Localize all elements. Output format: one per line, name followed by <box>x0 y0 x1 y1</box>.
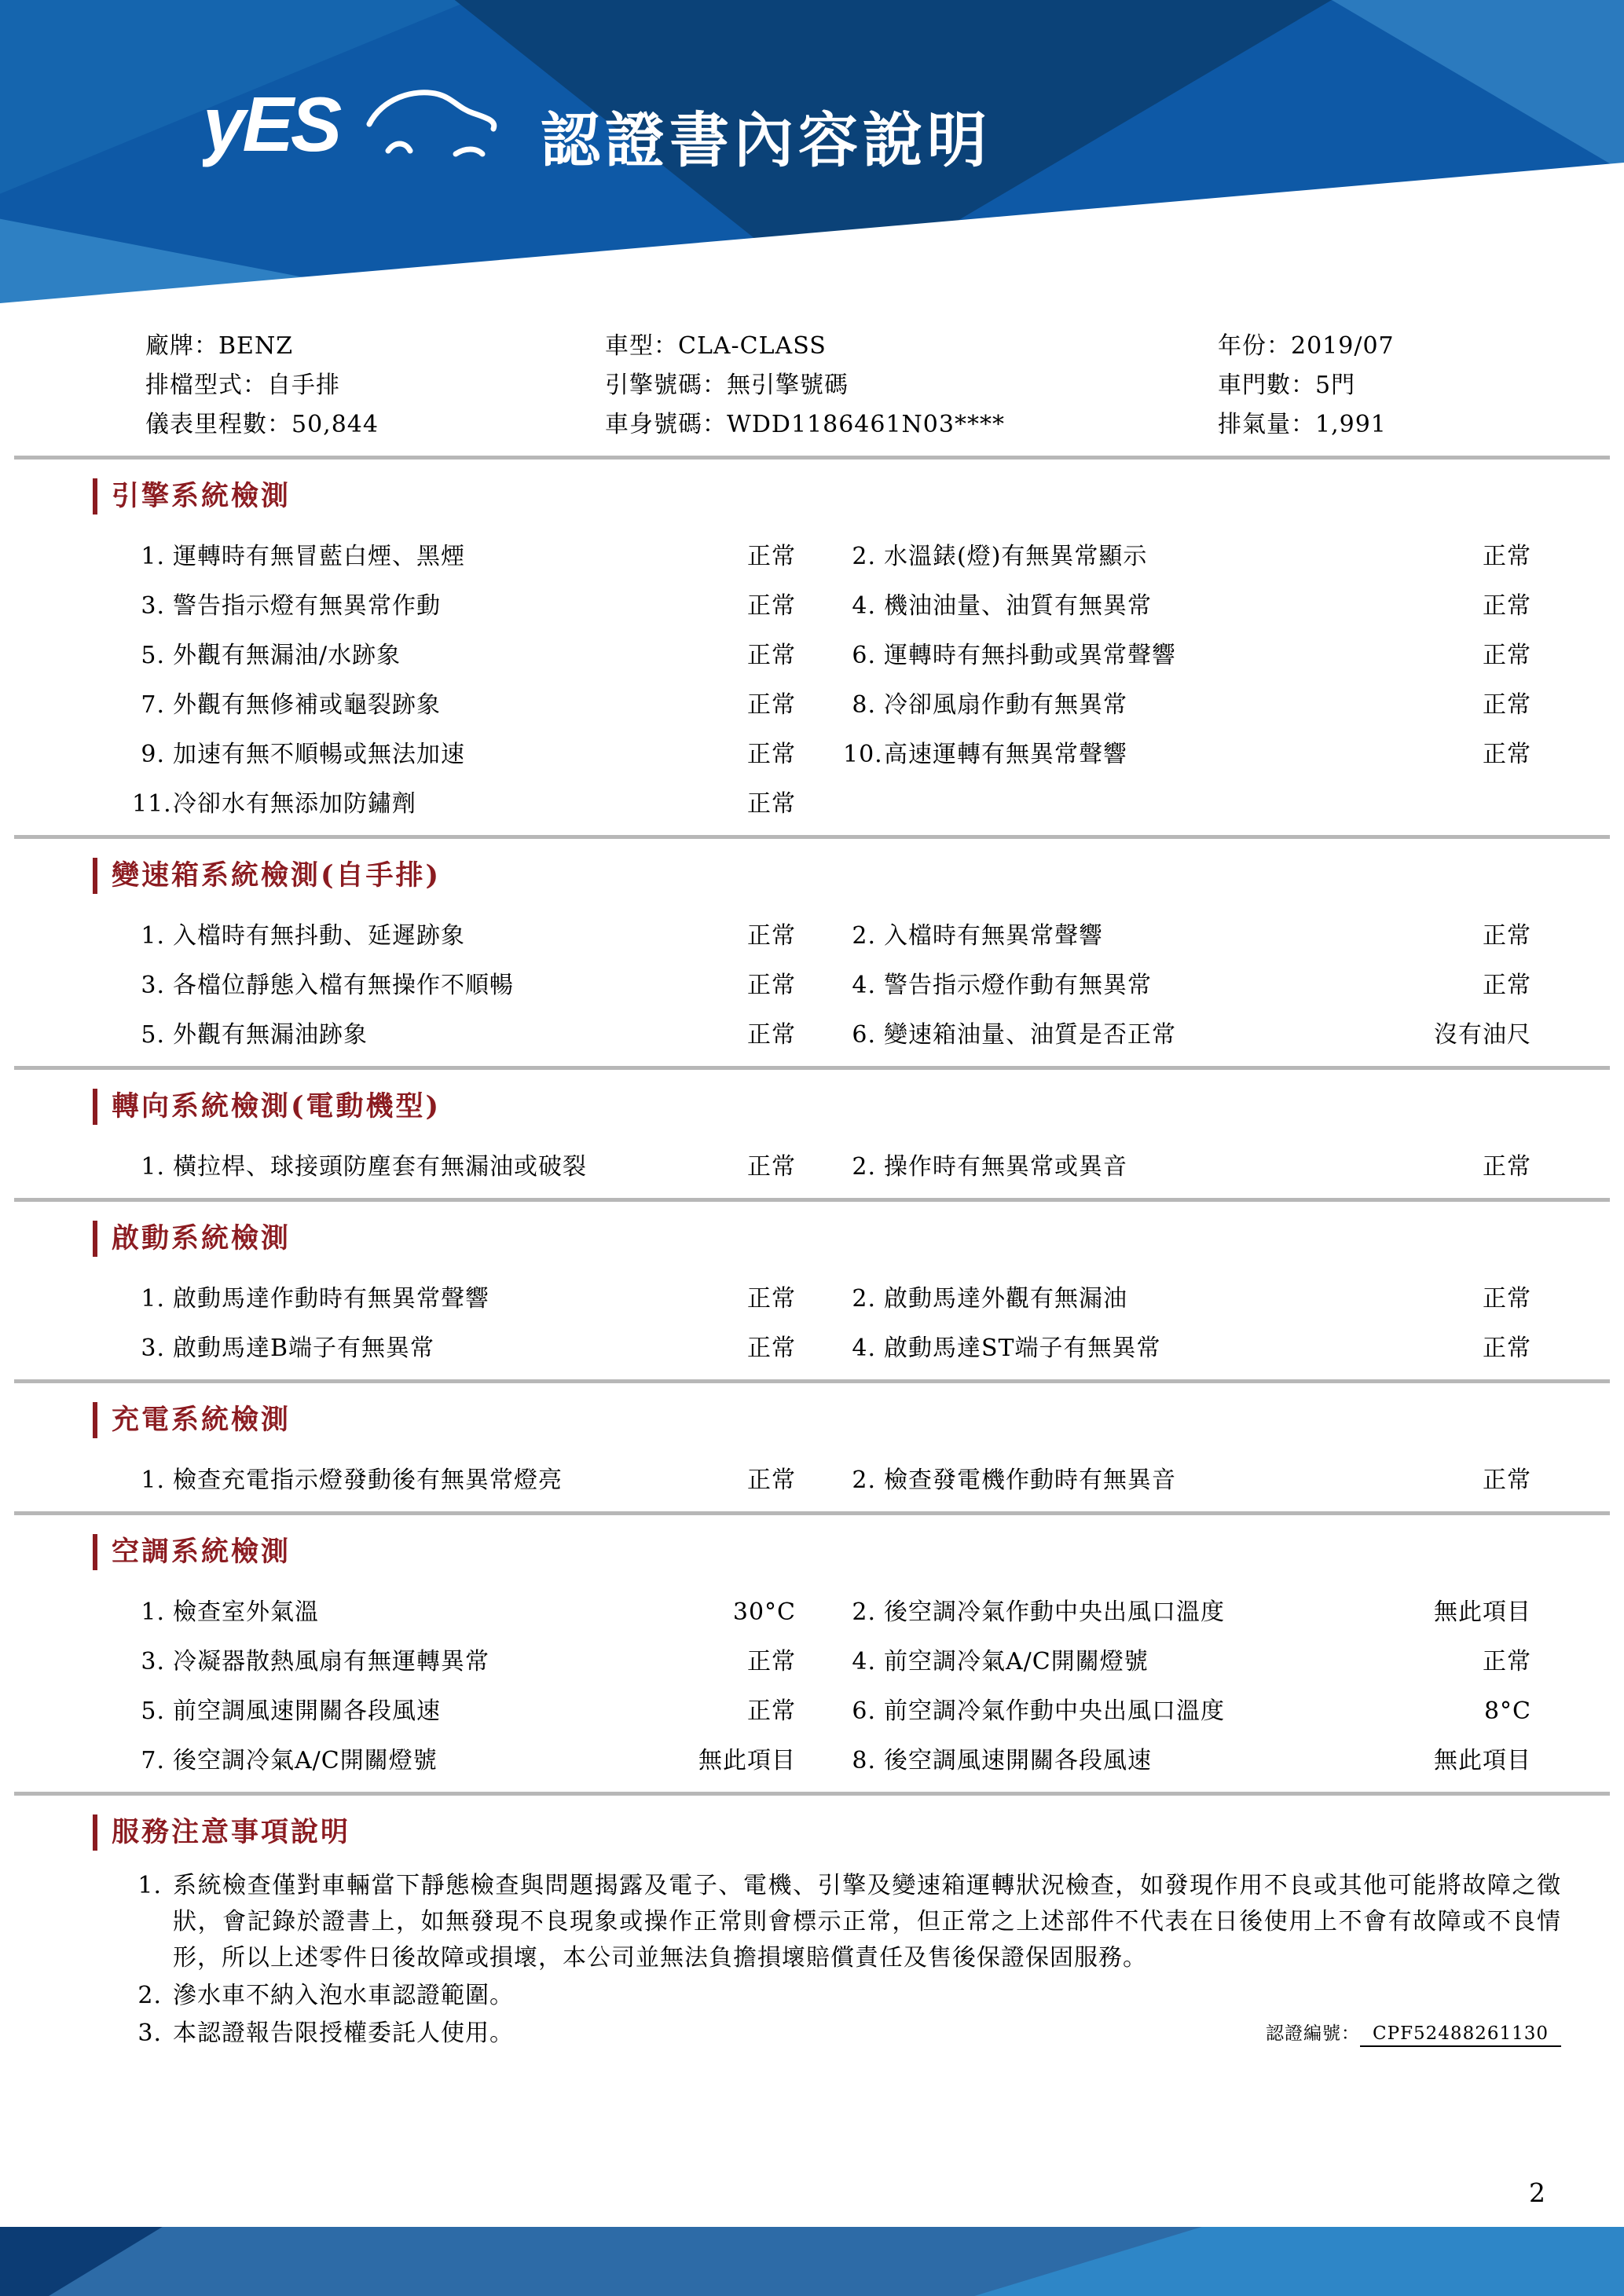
item-label: 啟動馬達作動時有無異常聲響 <box>173 1285 489 1313</box>
item-status: 正常 <box>1483 691 1531 719</box>
inspection-item <box>843 961 1531 1010</box>
inspection-item <box>132 631 796 680</box>
section-engine <box>0 478 1624 839</box>
item-label: 後空調冷氣A/C開關燈號 <box>173 1747 438 1774</box>
item-label: 前空調風速開關各段風速 <box>173 1697 441 1725</box>
inspection-item <box>843 911 1531 961</box>
item-number: 1. <box>141 1153 165 1181</box>
item-label: 啟動馬達ST端子有無異常 <box>884 1335 1161 1362</box>
section-title: 充電系統檢測 <box>112 1404 291 1436</box>
item-number: 2. <box>852 543 876 570</box>
section-title-bar <box>93 1221 97 1257</box>
inspection-item <box>843 1686 1531 1736</box>
inspection-item <box>132 581 796 631</box>
vehicle-info <box>0 313 1624 452</box>
item-label: 操作時有無異常或異音 <box>884 1153 1127 1181</box>
inspection-item <box>843 532 1531 581</box>
item-status: 正常 <box>747 1648 796 1675</box>
inspection-item <box>132 1686 796 1736</box>
item-status: 正常 <box>747 691 796 719</box>
item-label: 後空調冷氣作動中央出風口溫度 <box>884 1598 1225 1626</box>
divider <box>14 1066 1610 1070</box>
item-status: 30°C <box>732 1598 796 1626</box>
item-label: 入檔時有無抖動、延遲跡象 <box>173 922 465 950</box>
item-number: 2. <box>852 1598 876 1626</box>
item-label: 加速有無不順暢或無法加速 <box>173 741 465 768</box>
section-transmission <box>0 858 1624 1070</box>
certificate-number-value: CPF52488261130 <box>1360 2023 1561 2047</box>
section-title-bar <box>93 858 97 894</box>
item-status: 正常 <box>747 543 796 570</box>
info-field-mileage: 儀表里程數：50,844 <box>145 411 379 438</box>
item-label: 警告指示燈有無異常作動 <box>173 592 441 620</box>
item-label: 前空調冷氣作動中央出風口溫度 <box>884 1697 1225 1725</box>
note-number: 1. <box>137 1872 162 1899</box>
inspection-item <box>843 1142 1531 1192</box>
item-label: 機油油量、油質有無異常 <box>884 592 1152 620</box>
section-title-bar <box>93 1402 97 1438</box>
note-number: 2. <box>137 1982 162 2009</box>
inspection-item <box>132 1736 796 1785</box>
item-number: 5. <box>141 642 165 669</box>
item-number: 8. <box>852 1747 876 1774</box>
item-number: 3. <box>141 592 165 620</box>
item-status: 正常 <box>747 972 796 999</box>
note-item <box>132 1868 1561 1976</box>
inspection-item <box>843 680 1531 730</box>
section-ac <box>0 1534 1624 1796</box>
item-status: 正常 <box>747 592 796 620</box>
certificate-number <box>1266 2016 1561 2052</box>
inspection-item <box>132 1142 796 1192</box>
note-item <box>132 1978 1561 2014</box>
note-text: 系統檢查僅對車輛當下靜態檢查與問題揭露及電子、電機、引擎及變速箱運轉狀況檢查，如發現作用不良或其他可能將故障之徵狀，會記錄於證書上，如無發現不良現象或操作正常則會標示正常，但正常之上述部件不代表在日後使用上不會有故障或不良情形，所以上述零件日後故障或損壞，本公司並無法負擔損壞賠償責任及售後保證保固服務。 <box>173 1872 1561 1972</box>
item-label: 水溫錶(燈)有無異常顯示 <box>884 543 1148 570</box>
item-label: 外觀有無漏油跡象 <box>173 1021 368 1049</box>
note-item <box>132 2016 1561 2052</box>
inspection-item <box>843 631 1531 680</box>
item-label: 高速運轉有無異常聲響 <box>884 741 1127 768</box>
section-title: 轉向系統檢測(電動機型) <box>112 1090 442 1122</box>
inspection-item <box>843 581 1531 631</box>
item-status: 正常 <box>747 1021 796 1049</box>
inspection-item <box>132 532 796 581</box>
item-label: 運轉時有無抖動或異常聲響 <box>884 642 1176 669</box>
item-status: 正常 <box>1483 1335 1531 1362</box>
item-label: 運轉時有無冒藍白煙、黑煙 <box>173 543 465 570</box>
inspection-item <box>132 1637 796 1686</box>
item-label: 啟動馬達外觀有無漏油 <box>884 1285 1127 1313</box>
item-label: 後空調風速開關各段風速 <box>884 1747 1152 1774</box>
section-charging <box>0 1402 1624 1515</box>
divider <box>14 1511 1610 1515</box>
item-number: 3. <box>141 1648 165 1675</box>
inspection-item <box>843 1324 1531 1373</box>
item-label: 警告指示燈作動有無異常 <box>884 972 1152 999</box>
item-number: 2. <box>852 1285 876 1313</box>
item-number: 8. <box>852 691 876 719</box>
inspection-item <box>132 1456 796 1505</box>
item-status: 無此項目 <box>1434 1747 1531 1774</box>
item-label: 檢查發電機作動時有無異音 <box>884 1467 1176 1494</box>
inspection-item <box>843 1010 1531 1060</box>
section-title-bar <box>93 1814 97 1851</box>
item-status: 正常 <box>747 1153 796 1181</box>
item-label: 啟動馬達B端子有無異常 <box>173 1335 435 1362</box>
item-number: 1. <box>141 1467 165 1494</box>
item-number: 4. <box>852 1648 876 1675</box>
inspection-item <box>843 1274 1531 1324</box>
item-status: 正常 <box>1483 922 1531 950</box>
inspection-item <box>132 1587 796 1637</box>
item-number: 10. <box>843 741 883 768</box>
item-status: 正常 <box>747 922 796 950</box>
item-number: 2. <box>852 922 876 950</box>
item-status: 8°C <box>1483 1697 1531 1725</box>
item-status: 正常 <box>1483 1467 1531 1494</box>
info-field-model: 車型：CLA-CLASS <box>605 332 827 360</box>
item-status: 正常 <box>747 642 796 669</box>
section-title: 引擎系統檢測 <box>112 480 291 512</box>
yes-logo <box>203 75 517 173</box>
divider <box>14 835 1610 839</box>
section-steering <box>0 1089 1624 1202</box>
inspection-item <box>132 1010 796 1060</box>
item-label: 變速箱油量、油質是否正常 <box>884 1021 1176 1049</box>
item-status: 正常 <box>1483 1648 1531 1675</box>
item-status: 正常 <box>1483 592 1531 620</box>
inspection-item <box>843 1456 1531 1505</box>
item-label: 冷凝器散熱風扇有無運轉異常 <box>173 1648 489 1675</box>
item-status: 正常 <box>1483 1153 1531 1181</box>
section-title: 空調系統檢測 <box>112 1536 291 1568</box>
note-text: 本認證報告限授權委託人使用。 <box>173 2020 514 2047</box>
inspection-item <box>132 961 796 1010</box>
inspection-item <box>132 779 796 829</box>
info-field-gearbox: 排檔型式：自手排 <box>145 372 340 399</box>
section-service-notes <box>0 1814 1624 2052</box>
item-status: 正常 <box>747 1467 796 1494</box>
item-label: 檢查室外氣溫 <box>173 1598 319 1626</box>
section-title-bar <box>93 478 97 514</box>
note-number: 3. <box>137 2020 162 2047</box>
section-title: 啟動系統檢測 <box>112 1222 291 1254</box>
item-status: 正常 <box>747 1697 796 1725</box>
inspection-item <box>132 730 796 779</box>
item-status: 正常 <box>1483 1285 1531 1313</box>
item-number: 7. <box>141 1747 165 1774</box>
item-label: 各檔位靜態入檔有無操作不順暢 <box>173 972 514 999</box>
item-status: 沒有油尺 <box>1434 1021 1531 1049</box>
item-number: 1. <box>141 1285 165 1313</box>
item-number: 2. <box>852 1467 876 1494</box>
divider <box>14 456 1610 460</box>
item-number: 3. <box>141 1335 165 1362</box>
item-number: 4. <box>852 1335 876 1362</box>
inspection-item <box>843 730 1531 779</box>
note-text: 滲水車不納入泡水車認證範圍。 <box>173 1982 514 2009</box>
item-status: 正常 <box>747 1335 796 1362</box>
item-label: 冷卻水有無添加防鏽劑 <box>173 790 416 818</box>
item-label: 前空調冷氣A/C開關燈號 <box>884 1648 1149 1675</box>
item-status: 正常 <box>1483 543 1531 570</box>
item-status: 正常 <box>747 741 796 768</box>
item-number: 5. <box>141 1021 165 1049</box>
item-number: 1. <box>141 543 165 570</box>
item-label: 外觀有無修補或龜裂跡象 <box>173 691 441 719</box>
item-label: 冷卻風扇作動有無異常 <box>884 691 1127 719</box>
item-label: 入檔時有無異常聲響 <box>884 922 1103 950</box>
inspection-item <box>843 1637 1531 1686</box>
item-number: 11. <box>132 790 172 818</box>
inspection-item <box>132 1274 796 1324</box>
inspection-item <box>132 680 796 730</box>
item-status: 正常 <box>747 790 796 818</box>
section-title: 變速箱系統檢測(自手排) <box>112 859 442 892</box>
info-field-year: 年份：2019/07 <box>1218 332 1395 360</box>
info-field-doors: 車門數：5門 <box>1218 372 1356 399</box>
item-label: 外觀有無漏油/水跡象 <box>173 642 401 669</box>
section-title-bar <box>93 1089 97 1125</box>
info-field-displacement: 排氣量：1,991 <box>1218 411 1387 438</box>
item-number: 1. <box>141 1598 165 1626</box>
item-number: 9. <box>141 741 165 768</box>
item-number: 6. <box>852 1021 876 1049</box>
item-number: 7. <box>141 691 165 719</box>
item-status: 正常 <box>1483 972 1531 999</box>
divider <box>14 1379 1610 1383</box>
inspection-item <box>843 1736 1531 1785</box>
divider <box>14 1198 1610 1202</box>
footer-triangle-right <box>0 2227 1624 2296</box>
info-field-brand: 廠牌：BENZ <box>145 332 294 360</box>
item-number: 6. <box>852 642 876 669</box>
item-number: 4. <box>852 592 876 620</box>
footer-band <box>0 2227 1624 2296</box>
info-field-vin: 車身號碼：WDD1186461N03**** <box>605 411 1005 438</box>
page-number: 2 <box>1529 2177 1545 2208</box>
item-number: 2. <box>852 1153 876 1181</box>
yes-logo-text: yES <box>203 81 339 167</box>
inspection-item <box>132 911 796 961</box>
section-title: 服務注意事項說明 <box>112 1816 351 1848</box>
info-field-engine-no: 引擎號碼：無引擎號碼 <box>605 372 849 399</box>
section-title-bar <box>93 1534 97 1570</box>
item-status: 正常 <box>747 1285 796 1313</box>
item-number: 5. <box>141 1697 165 1725</box>
inspection-item <box>843 1587 1531 1637</box>
certificate-number-label: 認證編號： <box>1266 2023 1360 2044</box>
item-label: 檢查充電指示燈發動後有無異常燈亮 <box>173 1467 563 1494</box>
item-status: 無此項目 <box>1434 1598 1531 1626</box>
car-outline-icon <box>369 93 494 154</box>
item-number: 1. <box>141 922 165 950</box>
page-title: 認證書內容說明 <box>541 108 992 174</box>
item-number: 3. <box>141 972 165 999</box>
inspection-item <box>132 1324 796 1373</box>
item-number: 6. <box>852 1697 876 1725</box>
item-number: 4. <box>852 972 876 999</box>
item-status: 正常 <box>1483 642 1531 669</box>
divider <box>14 1792 1610 1796</box>
item-status: 正常 <box>1483 741 1531 768</box>
section-starter <box>0 1221 1624 1383</box>
header-banner <box>0 0 1624 313</box>
item-status: 無此項目 <box>698 1747 796 1774</box>
item-label: 橫拉桿、球接頭防塵套有無漏油或破裂 <box>173 1153 587 1181</box>
